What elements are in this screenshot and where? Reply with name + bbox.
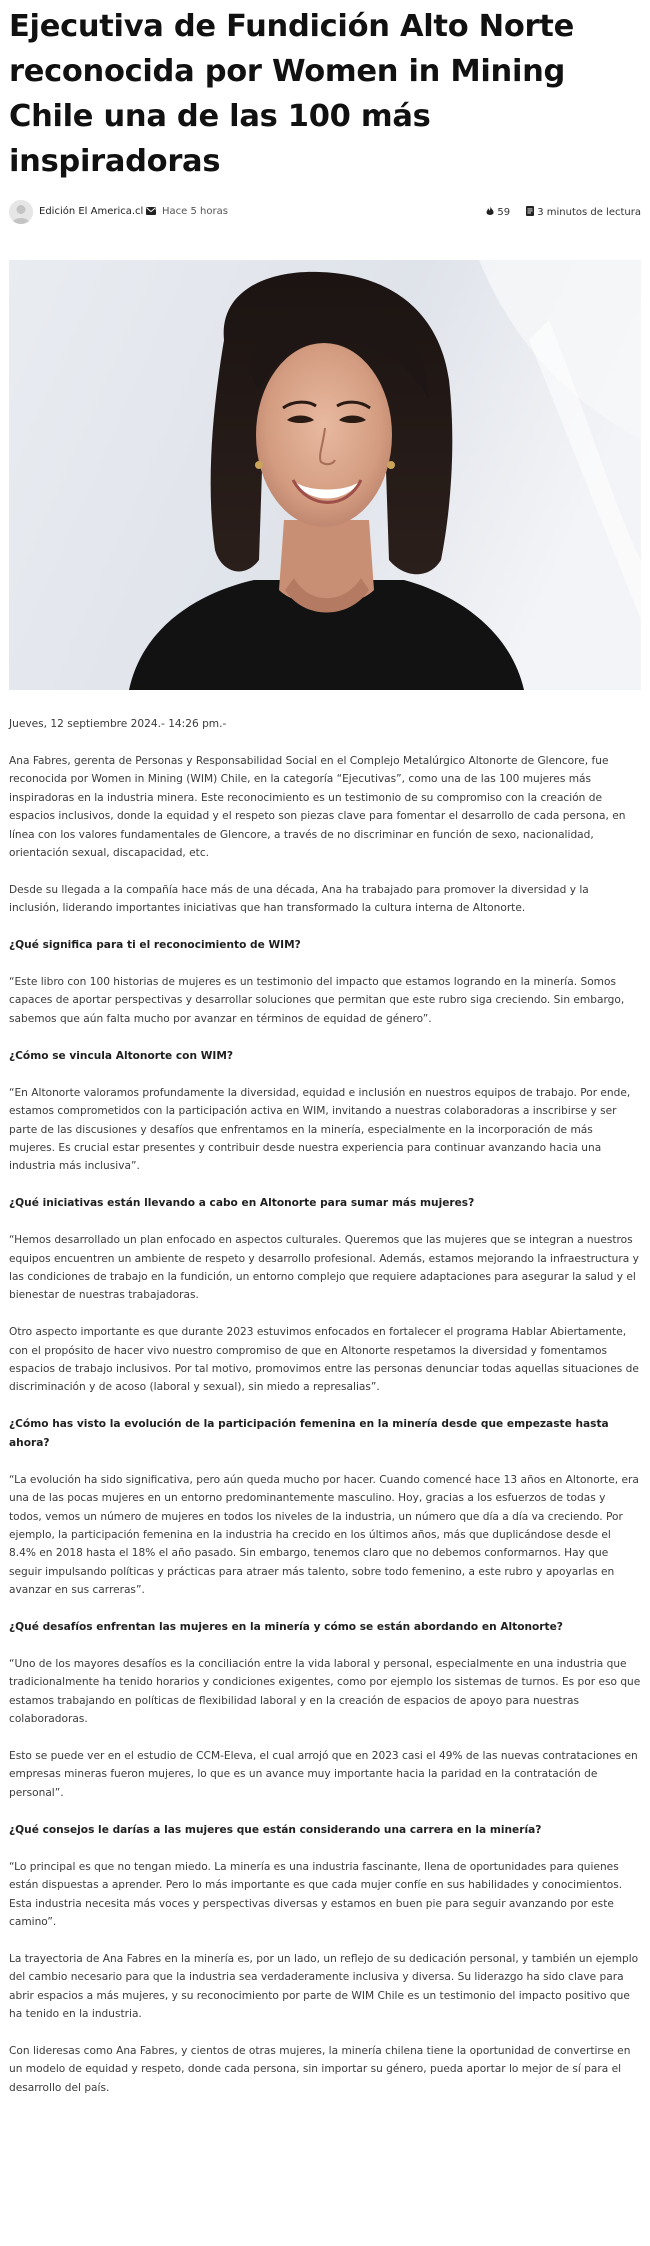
article-paragraph: “Este libro con 100 historias de mujeres es un testimonio del impacto que estamos logrando en la minería. Somos capaces de aportar perspectivas y desarrollar soluciones que permitan que este rubro siga creciendo. Sin embargo, sabemos que aún falta mucho por avanzar en términos de equidad de género”. <box>9 976 625 1025</box>
interview-question: ¿Qué significa para ti el reconocimiento de WIM? <box>9 939 301 952</box>
article-paragraph: Ana Fabres, gerenta de Personas y Responsabilidad Social en el Complejo Metalúrgico Altonorte de Glencore, fue reconocida por Women in Mining (WIM) Chile, en la categoría “Ejecutivas”, como una de las 100 mujeres más inspiradoras en la industria minera. Este reconocimiento es un testimonio de su compromiso con la creación de espacios inclusivos, donde la equidad y el respeto son piezas clave para fomentar el desarrollo de cada persona, en línea con los valores fundamentales de Glencore, a través de no discriminar en función de sexo, nacionalidad, orientación sexual, discapacidad, etc. <box>9 754 626 859</box>
meta-separator: · <box>154 205 158 216</box>
article-paragraph: Desde su llegada a la compañía hace más de una década, Ana ha trabajado para promover la diversidad y la inclusión, liderando importantes iniciativas que han transformado la cultura interna de Altonorte. <box>9 883 589 915</box>
view-count: 59 <box>497 207 511 218</box>
document-icon <box>526 206 534 216</box>
read-time: 3 minutos de lectura <box>537 207 641 218</box>
article-paragraph: “La evolución ha sido significativa, pero aún queda mucho por hacer. Cuando comencé hace 13 años en Altonorte, era una de las pocas mujeres en un entorno predominantemente masculino. Hoy, gracias a los esfuerzos de todas y todos, vemos un número de mujeres en todos los niveles de la industria, un número que día a día va creciendo. Por ejemplo, la participación femenina en la industria ha crecido en los últimos años, más que duplicándose desde el 8.4% en 2018 hasta el 18% el año pasado. Sin embargo, tenemos claro que no debemos conformarnos. Hay que seguir impulsando políticas y prácticas para atraer más talento, sobre todo femenino, a este rubro y apoyarlas en avanzar en sus carreras”. <box>9 1473 639 1597</box>
hero-image <box>9 260 641 690</box>
article-paragraph: “En Altonorte valoramos profundamente la diversidad, equidad e inclusión en nuestros equipos de trabajo. Por ende, estamos comprometidos con la participación activa en WIM, invitando a nuestras colaboradoras a inscribirse y ser parte de las discusiones y desafíos que enfrentamos en la minería, especialmente en la incorporación de más mujeres. Es crucial estar presentes y contribuir desde nuestra experiencia para continuar avanzando hacia una industria más inclusiva”. <box>9 1086 631 1173</box>
author-name[interactable]: Edición El America.cl <box>39 206 144 217</box>
article-title: Ejecutiva de Fundición Alto Norte reconocida por Women in Mining Chile una de las 100 más inspiradoras <box>9 9 574 179</box>
interview-question: ¿Qué iniciativas están llevando a cabo en Altonorte para sumar más mujeres? <box>9 1197 475 1210</box>
article-paragraph: Otro aspecto importante es que durante 2023 estuvimos enfocados en fortalecer el programa Hablar Abiertamente, con el propósito de hacer vivo nuestro compromiso de que en Altonorte respetamos la diversidad y fomentamos espacios de trabajo inclusivos. Por tal motivo, promovimos entre las personas denunciar todas aquellas situaciones de discriminación y de acoso (laboral y sexual), sin miedo a represalias”. <box>9 1326 639 1394</box>
portrait-illustration <box>9 260 641 690</box>
article-paragraph: Con lideresas como Ana Fabres, y cientos de otras mujeres, la minería chilena tiene la oportunidad de convertirse en un modelo de equidad y respeto, donde cada persona, sin importar su género, pueda aportar lo mejor de sí para el desarrollo del país. <box>9 2044 631 2094</box>
article-stats <box>486 206 641 218</box>
flame-icon <box>486 206 494 216</box>
article-body <box>9 715 641 2097</box>
author-avatar-icon[interactable] <box>9 200 33 224</box>
interview-question: ¿Cómo has visto la evolución de la participación femenina en la minería desde que empezaste hasta ahora? <box>9 1418 609 1449</box>
interview-question: ¿Cómo se vincula Altonorte con WIM? <box>9 1049 234 1062</box>
article-date: Jueves, 12 septiembre 2024.- 14:26 pm.- <box>9 718 227 730</box>
author-link[interactable] <box>39 206 156 217</box>
interview-question: ¿Qué consejos le darías a las mujeres que están considerando una carrera en la minería? <box>9 1823 542 1836</box>
article-paragraph: “Uno de los mayores desafíos es la conciliación entre la vida laboral y personal, especialmente en una industria que tradicionalmente ha tenido horarios y condiciones exigentes, como por ejemplo los sistemas de turnos. Es por eso que estamos trabajando en políticas de flexibilidad laboral y en la creación de espacios de apoyo para nuestras colaboradoras. <box>9 1657 641 1726</box>
article-paragraph: La trayectoria de Ana Fabres en la minería es, por un lado, un reflejo de su dedicación personal, y también un ejemplo del cambio necesario para que la industria sea verdaderamente inclusiva y diversa. Su liderazgo ha sido clave para abrir espacios a más mujeres, y su reconocimiento por parte de WIM Chile es un testimonio del impacto positivo que ha tenido en la industria. <box>9 1952 639 2021</box>
interview-question: ¿Qué desafíos enfrentan las mujeres en la minería y cómo se están abordando en Altonorte? <box>9 1621 563 1634</box>
article-paragraph: “Lo principal es que no tengan miedo. La minería es una industria fascinante, llena de oportunidades para quienes están dispuestas a aprender. Pero lo más importante es que cada mujer confíe en sus habilidades y conocimientos. Esta industria necesita más voces y perspectivas diversas y estamos en buen pie para seguir avanzando por este camino”. <box>9 1860 623 1928</box>
publish-time: Hace 5 horas <box>162 206 228 217</box>
article-paragraph: “Hemos desarrollado un plan enfocado en aspectos culturales. Queremos que las mujeres que se integran a nuestros equipos encuentren un ambiente de respeto y desarrollo profesional. Además, estamos mejorando la infraestructura y las condiciones de trabajo en la fundición, un entorno complejo que requiere adaptaciones para asegurar la salud y el bienestar de nuestras trabajadoras. <box>9 1234 639 1302</box>
article-container <box>9 0 641 2116</box>
article-paragraph: Esto se puede ver en el estudio de CCM-Eleva, el cual arrojó que en 2023 casi el 49% de las nuevas contrataciones en empresas mineras fueron mujeres, lo que es un avance muy importante hacia la paridad en la contratación de personal”. <box>9 1750 638 1799</box>
article-meta <box>9 192 641 232</box>
